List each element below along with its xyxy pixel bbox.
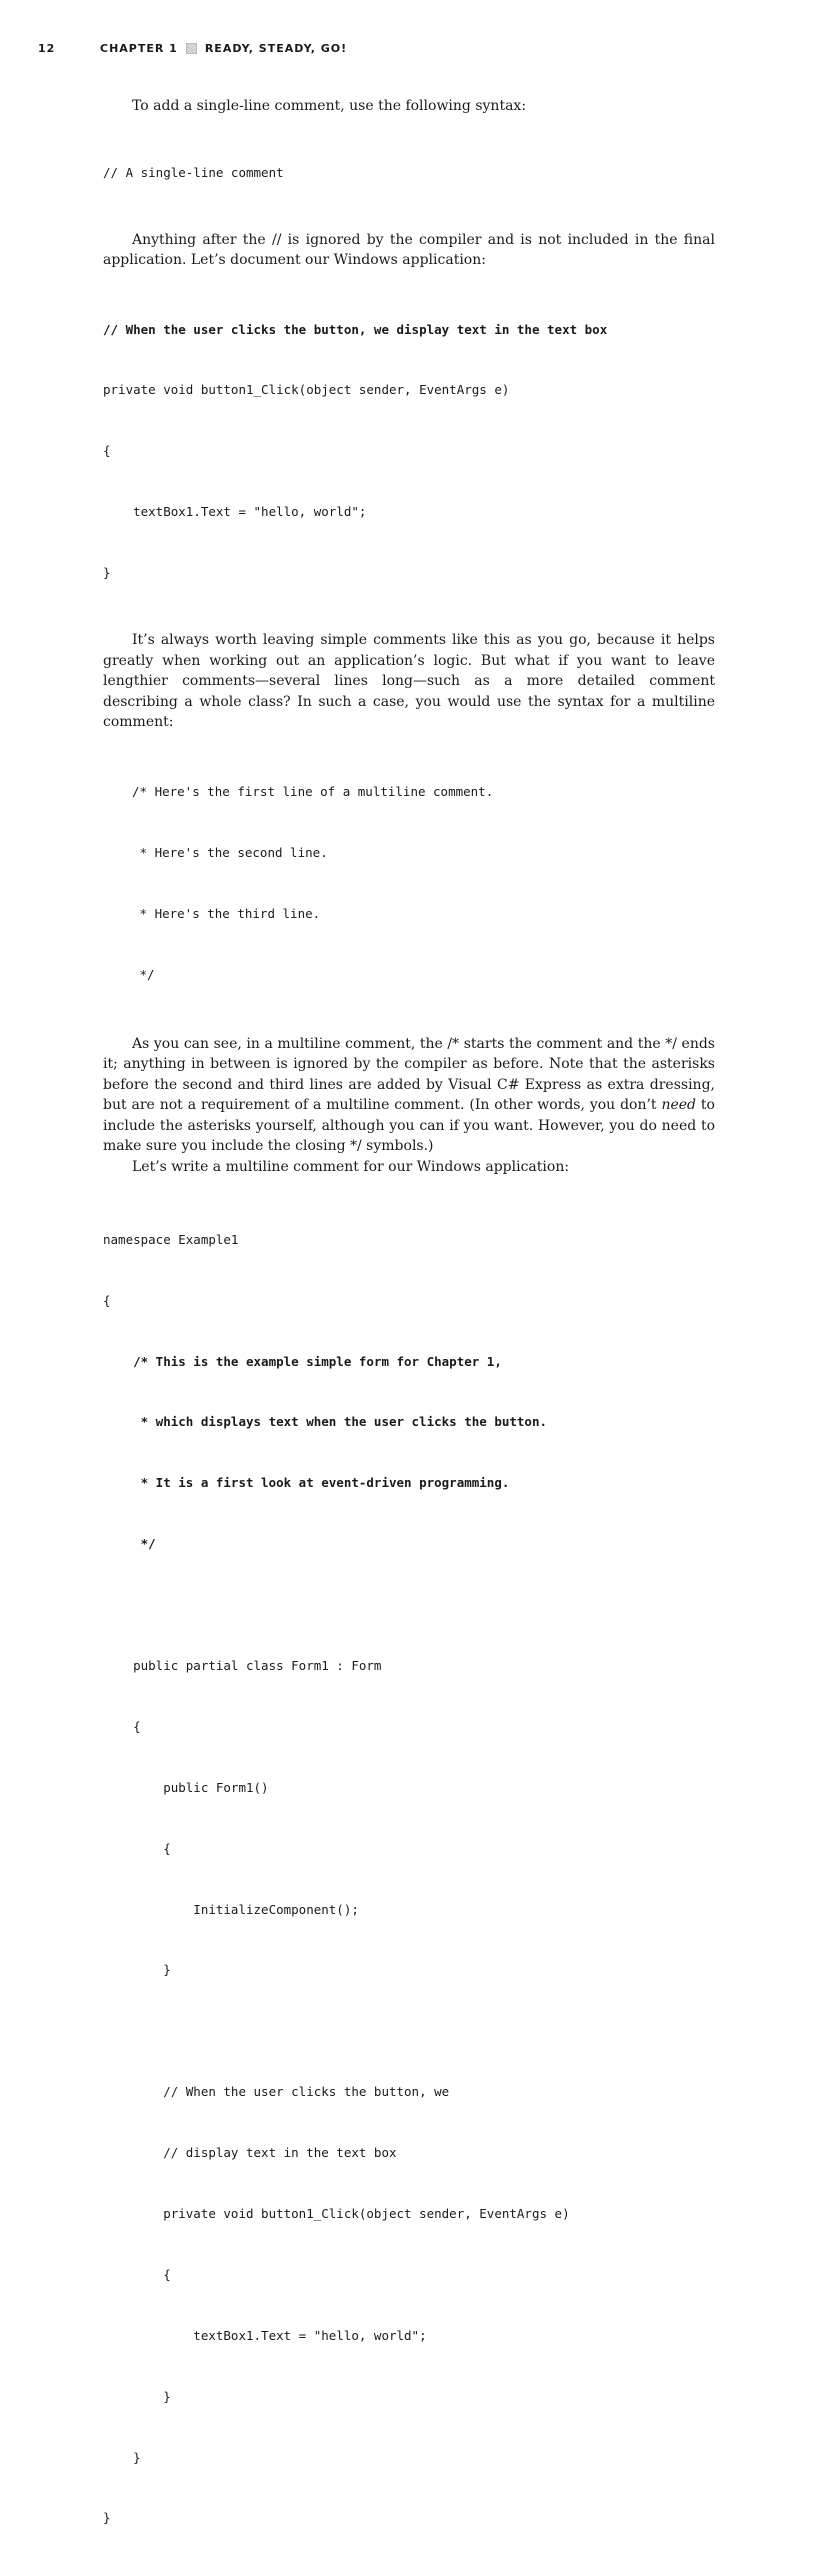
code-line: { bbox=[103, 1840, 171, 1856]
code-line-bold: // When the user clicks the button, we display text in the text box bbox=[103, 321, 608, 337]
code-block-4 bbox=[103, 1189, 715, 2569]
code-line bbox=[103, 2021, 715, 2041]
code-line: // display text in the text box bbox=[103, 2145, 397, 2161]
paragraph-1: To add a single-line comment, use the following syntax: bbox=[132, 98, 527, 114]
code-line: private void button1_Click(object sender, EventArgs e) bbox=[103, 2206, 570, 2222]
code-line: * Here's the third line. bbox=[132, 905, 321, 921]
paragraph-4-text-a: As you can see, in a multiline comment, the /* starts the comment and the */ ends it; anything in between is ignored by the compiler as before. Note that the asterisks before the second and third lines are added by Visual C# Express as extra dressing, but are not a requirement of a multiline comment. (In other words, you don’t bbox=[103, 1035, 715, 1114]
code-line: public Form1() bbox=[103, 1779, 269, 1795]
code-line: } bbox=[103, 1962, 171, 1978]
paragraph-2: Anything after the // is ignored by the compiler and is not included in the final application. Let’s document our Windows application: bbox=[103, 231, 715, 269]
code-line: { bbox=[103, 1718, 141, 1734]
code-line: InitializeComponent(); bbox=[103, 1901, 359, 1917]
code-line: // A single-line comment bbox=[103, 165, 284, 181]
code-line: /* Here's the first line of a multiline comment. bbox=[132, 784, 494, 800]
code-line bbox=[103, 1595, 715, 1615]
code-block-2 bbox=[103, 279, 715, 624]
paragraph-4 bbox=[103, 1034, 715, 1157]
code-line: } bbox=[103, 2510, 111, 2526]
code-line: namespace Example1 bbox=[103, 1231, 239, 1247]
paragraph-4-text-b: to include the asterisks yourself, although you can if you want. However, you do need to make sure you include the closing */ symbols.) bbox=[103, 1097, 715, 1155]
code-line: } bbox=[103, 2449, 141, 2465]
separator-square-icon bbox=[186, 43, 197, 54]
chapter-label: CHAPTER 1 bbox=[100, 42, 178, 55]
code-line: textBox1.Text = "hello, world"; bbox=[103, 504, 367, 520]
chapter-title: READY, STEADY, GO! bbox=[204, 42, 348, 55]
page-body bbox=[103, 96, 715, 2569]
paragraph-4-emphasis: need bbox=[661, 1097, 697, 1114]
paragraph-3: It’s always worth leaving simple comments like this as you go, because it helps greatly when working out an application’s logic. But what if you want to leave lengthier comments—several lines long—such as a more detailed comment describing a whole class? In such a case, you would use the syntax for a multiline comment: bbox=[103, 632, 715, 731]
code-line: * Here's the second line. bbox=[132, 845, 328, 861]
code-line: } bbox=[103, 2388, 171, 2404]
page-number: 12 bbox=[38, 42, 56, 55]
code-line-bold: */ bbox=[103, 1536, 156, 1552]
code-line: { bbox=[103, 2266, 171, 2282]
code-line: private void button1_Click(object sender, EventArgs e) bbox=[103, 382, 510, 398]
running-head bbox=[100, 42, 347, 55]
code-line-bold: /* This is the example simple form for Chapter 1, bbox=[103, 1353, 502, 1369]
code-line: public partial class Form1 : Form bbox=[103, 1658, 382, 1674]
code-line: textBox1.Text = "hello, world"; bbox=[103, 2327, 427, 2343]
code-block-3 bbox=[103, 742, 715, 1026]
code-line: } bbox=[103, 565, 111, 581]
code-line: { bbox=[103, 443, 111, 459]
code-line: // When the user clicks the button, we bbox=[103, 2084, 450, 2100]
code-block-1 bbox=[103, 123, 715, 224]
code-line-bold: * which displays text when the user clicks the button. bbox=[103, 1414, 548, 1430]
code-line: */ bbox=[132, 966, 155, 982]
paragraph-5: Let’s write a multiline comment for our Windows application: bbox=[132, 1158, 570, 1175]
code-line: { bbox=[103, 1292, 111, 1308]
page-header bbox=[0, 42, 816, 58]
code-line-bold: * It is a first look at event-driven programming. bbox=[103, 1475, 510, 1491]
